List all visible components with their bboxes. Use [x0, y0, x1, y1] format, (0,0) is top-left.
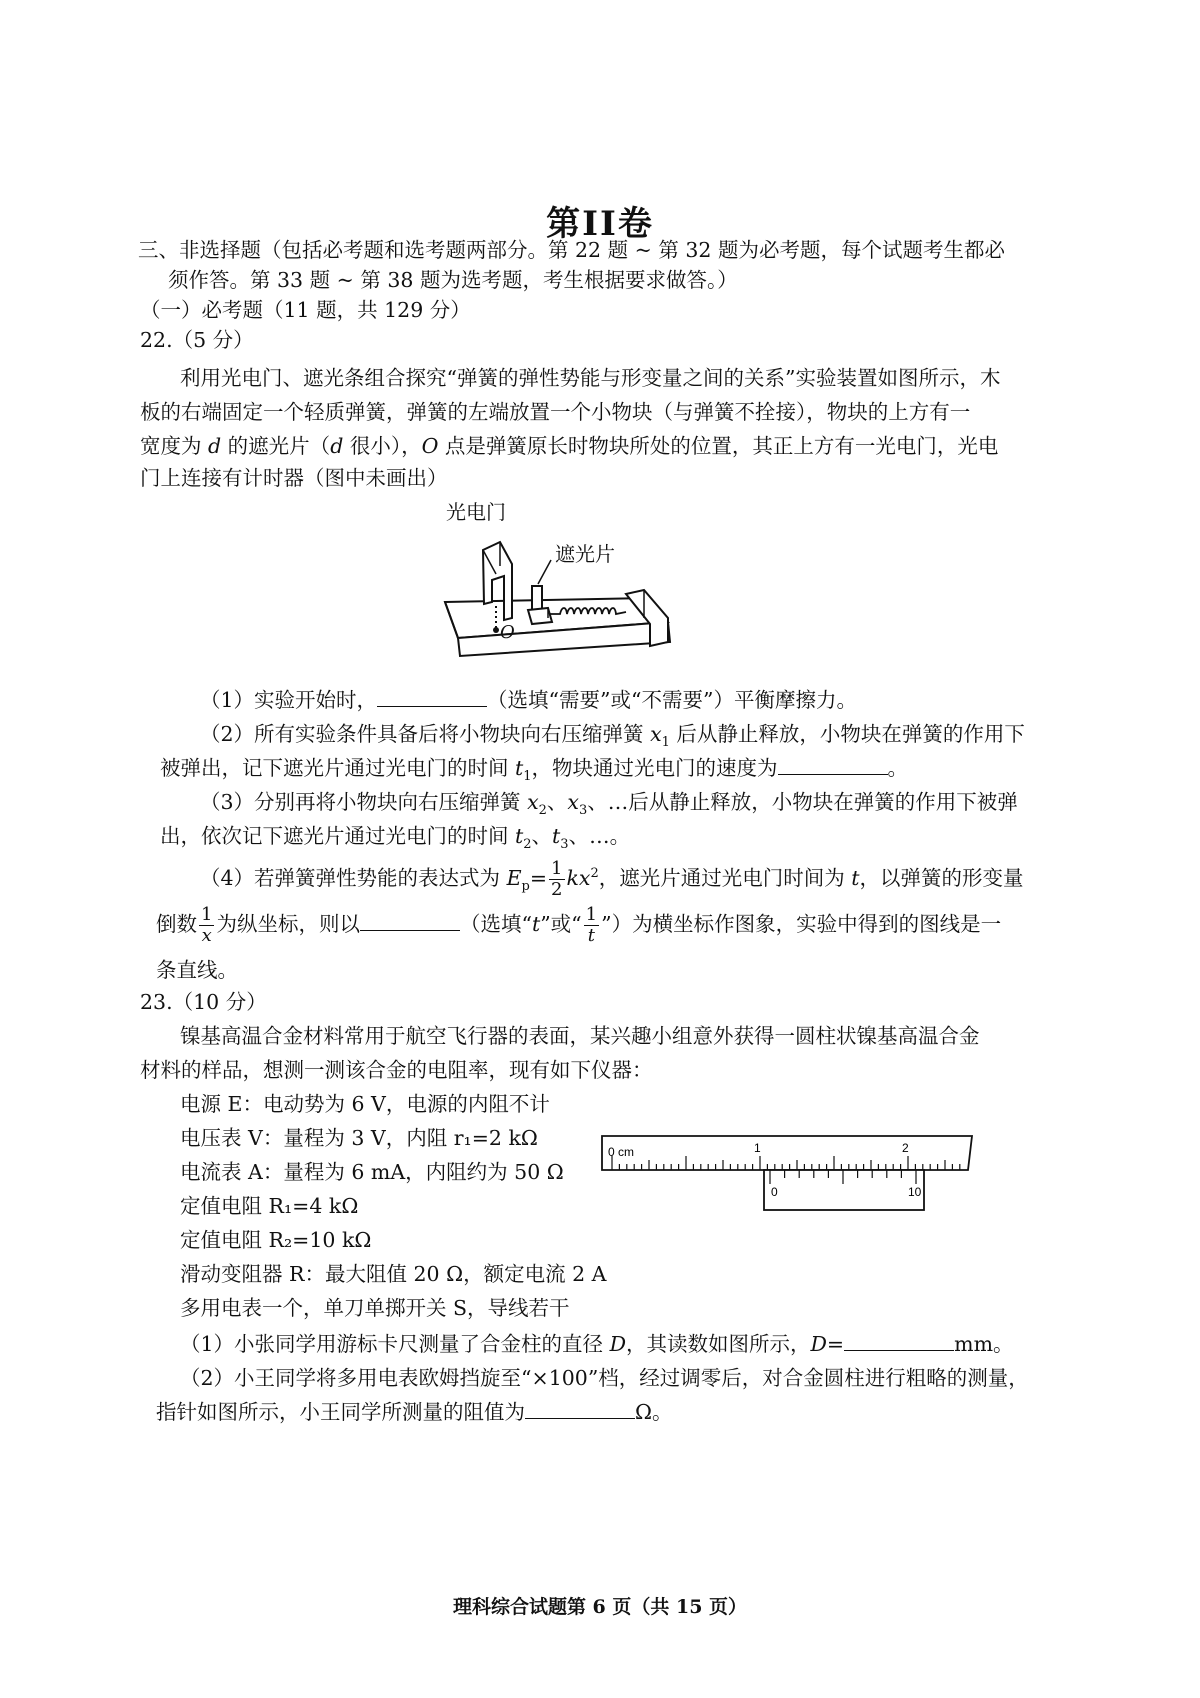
text: ”或“	[540, 912, 582, 936]
q23-item-7: 多用电表一个，单刀单掷开关 S，导线若干	[180, 1296, 570, 1320]
fraction-half	[549, 857, 564, 900]
numerator: 1	[551, 857, 563, 879]
sub: 3	[578, 803, 588, 819]
q22-part1	[200, 686, 857, 714]
q22-intro-3	[140, 432, 998, 460]
answer-blank[interactable]	[377, 686, 487, 707]
text: （4）若弹簧弹性势能的表达式为	[200, 865, 507, 890]
vernier-caliper-figure	[596, 1130, 996, 1246]
text: 、…。	[568, 824, 631, 848]
q23-item-4: 定值电阻 R₁=4 kΩ	[180, 1194, 359, 1218]
var-d: d	[330, 434, 344, 458]
text: 、…后从静止释放，小物块在弹簧的作用下被弹	[587, 790, 1018, 814]
text: mm。	[954, 1332, 1014, 1356]
text: 倒数	[156, 912, 197, 936]
text: 、	[531, 824, 553, 848]
text: ，遮光片通过光电门时间为	[598, 865, 852, 890]
answer-blank[interactable]	[844, 1330, 954, 1351]
text: （2）所有实验条件具备后将小物块向右压缩弹簧	[200, 722, 651, 746]
main-scale	[602, 1136, 972, 1170]
q22-part2-line2	[160, 754, 908, 791]
var-t: t	[515, 756, 524, 780]
var-d: d	[208, 434, 222, 458]
text: 、	[546, 790, 568, 814]
main-label-2: 2	[902, 1141, 909, 1155]
d-equals: D=	[810, 1332, 845, 1356]
sup: 2	[590, 866, 599, 881]
q23-item-2: 电压表 V：量程为 3 V，内阻 r₁=2 kΩ	[180, 1126, 538, 1150]
sub: 2	[538, 803, 547, 819]
text: 点是弹簧原长时物块所处的位置，其正上方有一光电门，光电	[438, 434, 999, 458]
denominator: x	[201, 925, 212, 946]
answer-blank[interactable]	[360, 910, 460, 931]
vernier-scale	[764, 1170, 924, 1210]
part1-heading: （一）必考题（11 题，共 129 分）	[140, 298, 471, 322]
q22-part2-line1	[200, 720, 1025, 757]
text: 很小），	[343, 434, 422, 458]
q22-intro-1: 利用光电门、遮光条组合探究“弹簧的弹性势能与形变量之间的关系”实验装置如图所示，木	[180, 366, 1001, 390]
q23-part2-line1: （2）小王同学将多用电表欧姆挡旋至“×100”档，经过调零后，对合金圆柱进行粗略的测量，	[180, 1366, 1029, 1390]
var-o: O	[421, 434, 439, 458]
section3-line1: 三、非选择题（包括必考题和选考题两部分。第 22 题 ~ 第 32 题为必考题，每个试题考生都必	[138, 238, 1005, 262]
var-kx: kx	[566, 865, 591, 890]
q23-header: 23.（10 分）	[140, 990, 267, 1014]
fraction-1-over-t	[584, 906, 599, 945]
q23-intro-2: 材料的样品，想测一测该合金的电阻率，现有如下仪器：	[140, 1058, 653, 1082]
text: Ω。	[635, 1400, 673, 1424]
label-pointer	[538, 560, 551, 584]
fraction-1-over-x	[199, 906, 214, 945]
text: 的遮光片（	[221, 434, 331, 458]
label-shade: 遮光片	[555, 542, 615, 566]
text: ，其读数如图所示，	[626, 1332, 811, 1356]
q22-header: 22.（5 分）	[140, 328, 254, 352]
label-photogate: 光电门	[446, 500, 506, 524]
text: 。	[887, 756, 909, 780]
label-o: O	[500, 622, 515, 643]
text: （选填“需要”或“不需要”）平衡摩擦力。	[487, 688, 857, 712]
var-t: t	[515, 824, 524, 848]
q23-part1	[180, 1330, 1014, 1358]
var-t: t	[851, 865, 860, 890]
vernier-label-0: 0	[771, 1185, 778, 1199]
text: （1）实验开始时，	[200, 688, 378, 712]
answer-blank[interactable]	[778, 754, 888, 775]
q22-part4-line2	[156, 902, 1001, 946]
denominator: 2	[551, 878, 563, 900]
text: =	[529, 865, 548, 890]
sub: 1	[661, 735, 670, 751]
text: （3）分别再将小物块向右压缩弹簧	[200, 790, 528, 814]
var-e: E	[506, 865, 522, 890]
var-x: x	[567, 790, 579, 814]
text: 出，依次记下遮光片通过光电门的时间	[160, 824, 516, 848]
q23-item-6: 滑动变阻器 R：最大阻值 20 Ω，额定电流 2 A	[180, 1262, 607, 1286]
vernier-label-10: 10	[908, 1185, 922, 1199]
sub: 2	[523, 837, 532, 853]
main-label-1: 1	[754, 1141, 761, 1155]
text: 被弹出，记下遮光片通过光电门的时间	[160, 756, 516, 780]
q22-intro-2: 板的右端固定一个轻质弹簧，弹簧的左端放置一个小物块（与弹簧不拴接），物块的上方有一	[140, 400, 971, 424]
page-title: 第II卷	[546, 204, 654, 244]
q22-part4-line1	[200, 852, 1024, 909]
main-label-0: 0 cm	[608, 1145, 635, 1159]
q23-item-1: 电源 E：电动势为 6 V，电源的内阻不计	[180, 1092, 550, 1116]
var-t: t	[531, 912, 541, 936]
var-t: t	[552, 824, 561, 848]
answer-blank[interactable]	[525, 1398, 635, 1419]
text: （选填“	[459, 912, 532, 936]
q23-item-5: 定值电阻 R₂=10 kΩ	[180, 1228, 372, 1252]
sub: 1	[523, 769, 532, 785]
page-footer: 理科综合试题第 6 页（共 15 页）	[452, 1596, 748, 1618]
text: 后从静止释放，小物块在弹簧的作用下	[669, 722, 1025, 746]
numerator: 1	[585, 904, 598, 925]
numerator: 1	[201, 904, 213, 925]
q22-part4-line3: 条直线。	[156, 958, 238, 982]
text: 宽度为	[140, 434, 209, 458]
var-x: x	[650, 722, 662, 746]
text: （1）小张同学用游标卡尺测量了合金柱的直径	[180, 1332, 610, 1356]
q23-item-3: 电流表 A：量程为 6 mA，内阻约为 50 Ω	[180, 1160, 564, 1184]
sub: 3	[560, 837, 569, 853]
var-d: D	[609, 1332, 626, 1356]
text: ，物块通过光电门的速度为	[531, 756, 778, 780]
section3-line2: 须作答。第 33 题 ~ 第 38 题为选考题，考生根据要求做答。）	[168, 268, 738, 292]
point-o	[493, 627, 499, 633]
q23-intro-1: 镍基高温合金材料常用于航空飞行器的表面，某兴趣小组意外获得一圆柱状镍基高温合金	[180, 1024, 980, 1048]
text: ”）为横坐标作图象，实验中得到的图线是一	[601, 912, 1002, 936]
text: 为纵坐标，则以	[216, 912, 360, 936]
denominator: t	[587, 925, 595, 946]
text: ，以弹簧的形变量	[859, 865, 1024, 890]
sub: p	[521, 878, 530, 894]
var-x: x	[527, 790, 539, 814]
q22-intro-4: 门上连接有计时器（图中未画出）	[140, 466, 448, 490]
text: 指针如图所示，小王同学所测量的阻值为	[156, 1400, 525, 1424]
q23-part2-line2	[156, 1398, 673, 1426]
q22-part3-line1	[200, 788, 1018, 825]
